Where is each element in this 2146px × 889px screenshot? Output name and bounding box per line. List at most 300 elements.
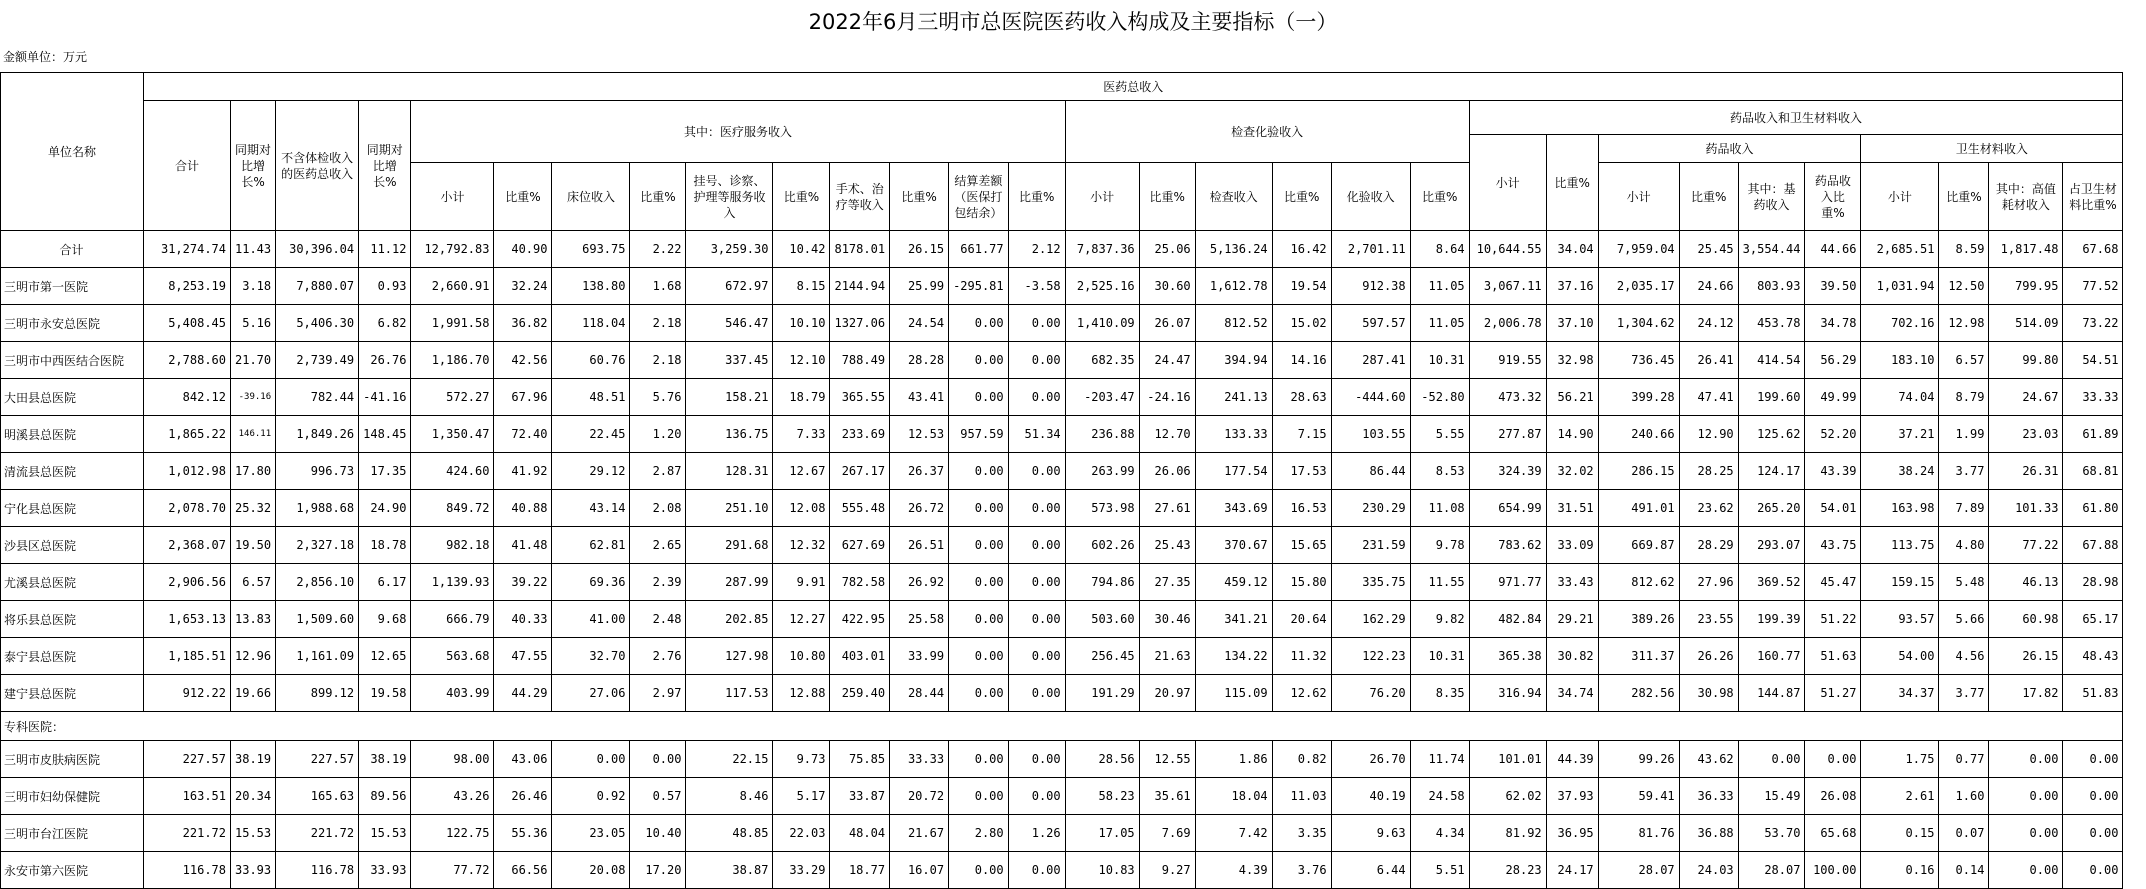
table-cell: 16.07 [890,852,949,889]
table-cell: 16.53 [1272,490,1331,527]
table-cell: 26.37 [890,453,949,490]
table-cell: 116.78 [276,852,359,889]
table-cell: 28.56 [1065,741,1139,778]
table-cell: 12.90 [1679,416,1738,453]
table-cell: 4.34 [1410,815,1469,852]
table-cell: 453.78 [1738,305,1805,342]
table-cell: 0.00 [2063,852,2123,889]
table-cell: 1,139.93 [411,564,494,601]
table-cell: 51.34 [1008,416,1065,453]
table-cell: 11.03 [1272,778,1331,815]
table-cell: 2,327.18 [276,527,359,564]
table-cell: 20.97 [1139,675,1195,712]
table-cell: 263.99 [1065,453,1139,490]
table-cell: 51.22 [1805,601,1861,638]
table-cell: 13.83 [231,601,276,638]
table-cell: 55.36 [494,815,552,852]
header-high-value-ratio: 占卫生材料比重% [2063,163,2123,231]
table-cell: 28.07 [1738,852,1805,889]
table-cell: 26.46 [494,778,552,815]
table-cell: 654.99 [1469,490,1546,527]
table-cell: 0.00 [1989,778,2063,815]
table-cell: 3,554.44 [1738,231,1805,268]
table-cell: 60.98 [1989,601,2063,638]
header-medical-service: 其中：医疗服务收入 [411,101,1065,163]
table-cell: -3.58 [1008,268,1065,305]
table-cell: 1,410.09 [1065,305,1139,342]
table-cell: 24.03 [1679,852,1738,889]
table-cell: 7,837.36 [1065,231,1139,268]
table-cell: 1,185.51 [144,638,231,675]
table-cell: 28.29 [1679,527,1738,564]
table-cell: 0.00 [949,305,1009,342]
table-cell: 32.02 [1546,453,1598,490]
table-cell: 10.80 [773,638,830,675]
table-cell: 0.00 [1008,778,1065,815]
table-cell: 6.44 [1331,852,1410,889]
table-cell: 473.32 [1469,379,1546,416]
table-cell: 240.66 [1598,416,1679,453]
table-cell: 51.83 [2063,675,2123,712]
table-cell: 7.42 [1195,815,1272,852]
table-cell: 2.22 [630,231,686,268]
table-cell: 343.69 [1195,490,1272,527]
table-cell: 0.14 [1939,852,1989,889]
table-cell: 26.70 [1331,741,1410,778]
table-cell: 682.35 [1065,342,1139,379]
row-unit-name: 三明市中西医结合医院 [1,342,144,379]
table-cell: 1.60 [1939,778,1989,815]
table-cell: 25.32 [231,490,276,527]
table-cell: 29.12 [552,453,630,490]
table-cell: 26.92 [890,564,949,601]
header-ms-ratio: 比重% [494,163,552,231]
table-cell: 133.33 [1195,416,1272,453]
table-cell: 9.73 [773,741,830,778]
header-material-subtotal: 小计 [1861,163,1939,231]
table-cell: 799.95 [1989,268,2063,305]
table-cell: 403.01 [830,638,890,675]
table-cell: 73.22 [2063,305,2123,342]
table-cell: 414.54 [1738,342,1805,379]
row-unit-name: 合计 [1,231,144,268]
table-cell: 0.07 [1939,815,1989,852]
table-cell: 65.68 [1805,815,1861,852]
table-cell: 40.88 [494,490,552,527]
table-cell: 1,509.60 [276,601,359,638]
table-cell: 49.99 [1805,379,1861,416]
table-cell: 912.38 [1331,268,1410,305]
table-cell: 103.55 [1331,416,1410,453]
table-cell: 0.92 [552,778,630,815]
table-cell: 67.96 [494,379,552,416]
table-cell: 18.04 [1195,778,1272,815]
table-cell: 311.37 [1598,638,1679,675]
row-unit-name: 尤溪县总医院 [1,564,144,601]
table-cell: 3,259.30 [686,231,773,268]
table-cell: 2,739.49 [276,342,359,379]
table-cell: 43.14 [552,490,630,527]
table-cell: 191.29 [1065,675,1139,712]
table-cell: 9.91 [773,564,830,601]
table-cell: 2,660.91 [411,268,494,305]
table-cell: 19.54 [1272,268,1331,305]
table-cell: 199.39 [1738,601,1805,638]
table-cell: 3.35 [1272,815,1331,852]
table-row [1,231,2123,268]
table-cell: 26.72 [890,490,949,527]
table-cell: 12.98 [1939,305,1989,342]
table-cell: 627.69 [830,527,890,564]
table-cell: 39.22 [494,564,552,601]
table-cell: 3.77 [1939,675,1989,712]
table-cell: 23.05 [552,815,630,852]
table-cell: 60.76 [552,342,630,379]
table-cell: 144.87 [1738,675,1805,712]
table-cell: 12.96 [231,638,276,675]
header-high-value: 其中：高值耗材收入 [1989,163,2063,231]
table-cell: 38.19 [359,741,411,778]
table-cell: 15.53 [231,815,276,852]
table-cell: 669.87 [1598,527,1679,564]
table-cell: 81.76 [1598,815,1679,852]
table-cell: 10.31 [1410,638,1469,675]
header-exam-subtotal: 小计 [1065,163,1139,231]
table-cell: 14.90 [1546,416,1598,453]
table-cell: 34.37 [1861,675,1939,712]
table-row [1,675,2123,712]
header-bed-ratio: 比重% [630,163,686,231]
table-cell: 2.08 [630,490,686,527]
table-cell: 2144.94 [830,268,890,305]
table-cell: 2.65 [630,527,686,564]
table-cell: 899.12 [276,675,359,712]
header-surgery-ratio: 比重% [890,163,949,231]
table-cell: 99.80 [1989,342,2063,379]
table-cell: 259.40 [830,675,890,712]
table-cell: 5,136.24 [1195,231,1272,268]
table-row [1,379,2123,416]
table-cell: 31.51 [1546,490,1598,527]
table-cell: 0.00 [1008,741,1065,778]
table-cell: 33.93 [359,852,411,889]
header-lab-income: 化验收入 [1331,163,1410,231]
table-cell: 812.52 [1195,305,1272,342]
table-cell: -295.81 [949,268,1009,305]
table-cell: 602.26 [1065,527,1139,564]
table-cell: 7.33 [773,416,830,453]
table-row [1,778,2123,815]
table-cell: 30.98 [1679,675,1738,712]
table-cell: 2,685.51 [1861,231,1939,268]
table-cell: 89.56 [359,778,411,815]
row-unit-name: 清流县总医院 [1,453,144,490]
table-cell: 0.00 [1008,379,1065,416]
table-cell: 0.00 [949,778,1009,815]
row-unit-name: 泰宁县总医院 [1,638,144,675]
table-cell: -444.60 [1331,379,1410,416]
table-cell: 28.25 [1679,453,1738,490]
table-cell: 11.12 [359,231,411,268]
table-cell: 2.48 [630,601,686,638]
table-cell: 72.40 [494,416,552,453]
table-cell: 26.76 [359,342,411,379]
table-cell: 12.08 [773,490,830,527]
table-cell: 43.62 [1679,741,1738,778]
table-cell: 183.10 [1861,342,1939,379]
table-cell: 1,991.58 [411,305,494,342]
table-cell: 0.00 [949,453,1009,490]
table-cell: -41.16 [359,379,411,416]
table-cell: 98.00 [411,741,494,778]
table-cell: 10,644.55 [1469,231,1546,268]
special-hospitals-row [1,712,2123,741]
table-cell: 11.55 [1410,564,1469,601]
table-cell: 56.29 [1805,342,1861,379]
table-cell: 316.94 [1469,675,1546,712]
table-cell: 122.23 [1331,638,1410,675]
table-cell: 28.44 [890,675,949,712]
table-cell: 31,274.74 [144,231,231,268]
table-cell: 77.22 [1989,527,2063,564]
header-drug-subtotal: 小计 [1598,163,1679,231]
table-cell: 18.79 [773,379,830,416]
table-cell: 43.06 [494,741,552,778]
table-cell: 8.35 [1410,675,1469,712]
row-unit-name: 大田县总医院 [1,379,144,416]
row-unit-name: 三明市第一医院 [1,268,144,305]
table-cell: 666.79 [411,601,494,638]
table-cell: 16.42 [1272,231,1331,268]
table-cell: 282.56 [1598,675,1679,712]
row-unit-name: 三明市妇幼保健院 [1,778,144,815]
table-cell: 33.93 [231,852,276,889]
table-cell: 33.87 [830,778,890,815]
table-cell: 124.17 [1738,453,1805,490]
table-cell: 514.09 [1989,305,2063,342]
table-cell: 0.00 [1008,852,1065,889]
table-cell: 1.86 [1195,741,1272,778]
table-cell: 2,856.10 [276,564,359,601]
table-cell: 158.21 [686,379,773,416]
table-cell: 2,368.07 [144,527,231,564]
table-cell: 8,253.19 [144,268,231,305]
table-cell: 842.12 [144,379,231,416]
table-cell: 2.39 [630,564,686,601]
table-cell: 36.82 [494,305,552,342]
table-cell: 10.40 [630,815,686,852]
table-cell: 33.29 [773,852,830,889]
table-cell: 5.48 [1939,564,1989,601]
table-cell: 26.26 [1679,638,1738,675]
table-cell: 48.85 [686,815,773,852]
table-cell: 136.75 [686,416,773,453]
table-cell: 424.60 [411,453,494,490]
table-cell: 48.04 [830,815,890,852]
table-cell: 48.51 [552,379,630,416]
table-cell: 794.86 [1065,564,1139,601]
row-unit-name: 建宁县总医院 [1,675,144,712]
table-cell: 3.77 [1939,453,1989,490]
table-cell: 812.62 [1598,564,1679,601]
table-cell: 5.51 [1410,852,1469,889]
table-cell: 22.15 [686,741,773,778]
table-cell: 40.33 [494,601,552,638]
table-cell: 65.17 [2063,601,2123,638]
table-row [1,601,2123,638]
table-cell: 1.75 [1861,741,1939,778]
table-cell: 43.41 [890,379,949,416]
table-cell: 43.75 [1805,527,1861,564]
table-row [1,638,2123,675]
table-cell: 17.20 [630,852,686,889]
table-cell: 15.65 [1272,527,1331,564]
table-cell: 0.00 [2063,778,2123,815]
table-cell: 128.31 [686,453,773,490]
table-cell: 982.18 [411,527,494,564]
table-cell: 0.00 [630,741,686,778]
table-cell: 6.57 [1939,342,1989,379]
table-cell: 54.51 [2063,342,2123,379]
table-cell: 2.76 [630,638,686,675]
table-cell: 0.77 [1939,741,1989,778]
table-cell: 30.60 [1139,268,1195,305]
table-cell: 783.62 [1469,527,1546,564]
table-cell: 10.31 [1410,342,1469,379]
table-cell: 399.28 [1598,379,1679,416]
header-total: 合计 [144,101,231,231]
table-cell: 849.72 [411,490,494,527]
table-cell: 5,406.30 [276,305,359,342]
table-cell: 221.72 [144,815,231,852]
header-settlement-ratio: 比重% [1008,163,1065,231]
table-cell: 286.15 [1598,453,1679,490]
table-cell: 9.63 [1331,815,1410,852]
table-cell: 341.21 [1195,601,1272,638]
header-settlement: 结算差额（医保打包结余） [949,163,1009,231]
table-cell: 32.70 [552,638,630,675]
row-unit-name: 三明市台江医院 [1,815,144,852]
table-cell: 8.53 [1410,453,1469,490]
table-cell: 12.53 [890,416,949,453]
table-cell: 971.77 [1469,564,1546,601]
table-cell: 18.77 [830,852,890,889]
table-cell: 12.70 [1139,416,1195,453]
table-cell: 8178.01 [830,231,890,268]
unit-label: 金额单位：万元 [3,50,88,64]
table-cell: 324.39 [1469,453,1546,490]
table-cell: 782.58 [830,564,890,601]
table-cell: 0.00 [1008,638,1065,675]
table-cell: 30,396.04 [276,231,359,268]
table-cell: 51.63 [1805,638,1861,675]
table-cell: 27.96 [1679,564,1738,601]
table-cell: 5.55 [1410,416,1469,453]
table-cell: 0.00 [1008,305,1065,342]
table-cell: 22.45 [552,416,630,453]
table-cell: 1,186.70 [411,342,494,379]
table-cell: 2,525.16 [1065,268,1139,305]
table-cell: 2,035.17 [1598,268,1679,305]
table-cell: 0.00 [1008,564,1065,601]
table-cell: -39.16 [231,379,276,416]
table-cell: 177.54 [1195,453,1272,490]
table-cell: 19.58 [359,675,411,712]
table-cell: 1.26 [1008,815,1065,852]
table-cell: 12.10 [773,342,830,379]
table-cell: 26.15 [1989,638,2063,675]
table-cell: 597.57 [1331,305,1410,342]
table-cell: 28.63 [1272,379,1331,416]
table-cell: 8.64 [1410,231,1469,268]
table-cell: 9.78 [1410,527,1469,564]
table-row [1,527,2123,564]
table-cell: 26.51 [890,527,949,564]
table-cell: 12.65 [359,638,411,675]
table-cell: 34.04 [1546,231,1598,268]
table-cell: 24.54 [890,305,949,342]
header-excl-growth: 同期对比增长% [359,101,411,231]
table-cell: 2,078.70 [144,490,231,527]
table-cell: 782.44 [276,379,359,416]
table-cell: 18.78 [359,527,411,564]
table-cell: 6.17 [359,564,411,601]
table-cell: 221.72 [276,815,359,852]
table-cell: 28.28 [890,342,949,379]
header-material: 卫生材料收入 [1861,135,2123,163]
table-cell: 33.99 [890,638,949,675]
table-cell: 3.18 [231,268,276,305]
table-cell: 47.55 [494,638,552,675]
row-unit-name: 明溪县总医院 [1,416,144,453]
table-cell: 39.50 [1805,268,1861,305]
table-cell: 7.89 [1939,490,1989,527]
table-cell: 163.98 [1861,490,1939,527]
table-cell: 86.44 [1331,453,1410,490]
table-cell: 41.00 [552,601,630,638]
table-cell: 2.18 [630,342,686,379]
table-cell: 1327.06 [830,305,890,342]
table-cell: 20.34 [231,778,276,815]
table-cell: 30.82 [1546,638,1598,675]
header-excl-check: 不含体检收入的医药总收入 [276,101,359,231]
table-cell: 0.00 [1008,527,1065,564]
table-cell: 36.95 [1546,815,1598,852]
table-cell: 702.16 [1861,305,1939,342]
table-cell: 20.64 [1272,601,1331,638]
table-cell: 99.26 [1598,741,1679,778]
table-cell: 24.17 [1546,852,1598,889]
table-cell: 62.81 [552,527,630,564]
table-cell: 0.00 [1738,741,1805,778]
table-cell: 159.15 [1861,564,1939,601]
table-cell: 202.85 [686,601,773,638]
table-cell: 0.15 [1861,815,1939,852]
table-cell: 394.94 [1195,342,1272,379]
table-cell: 20.72 [890,778,949,815]
table-cell: 1,012.98 [144,453,231,490]
table-cell: 28.23 [1469,852,1546,889]
table-cell: 26.07 [1139,305,1195,342]
table-cell: 0.00 [552,741,630,778]
table-cell: 230.29 [1331,490,1410,527]
table-cell: 2.18 [630,305,686,342]
table-cell: -203.47 [1065,379,1139,416]
header-exam-income-ratio: 比重% [1272,163,1331,231]
table-cell: 15.80 [1272,564,1331,601]
table-cell: 2.80 [949,815,1009,852]
table-cell: 370.67 [1195,527,1272,564]
